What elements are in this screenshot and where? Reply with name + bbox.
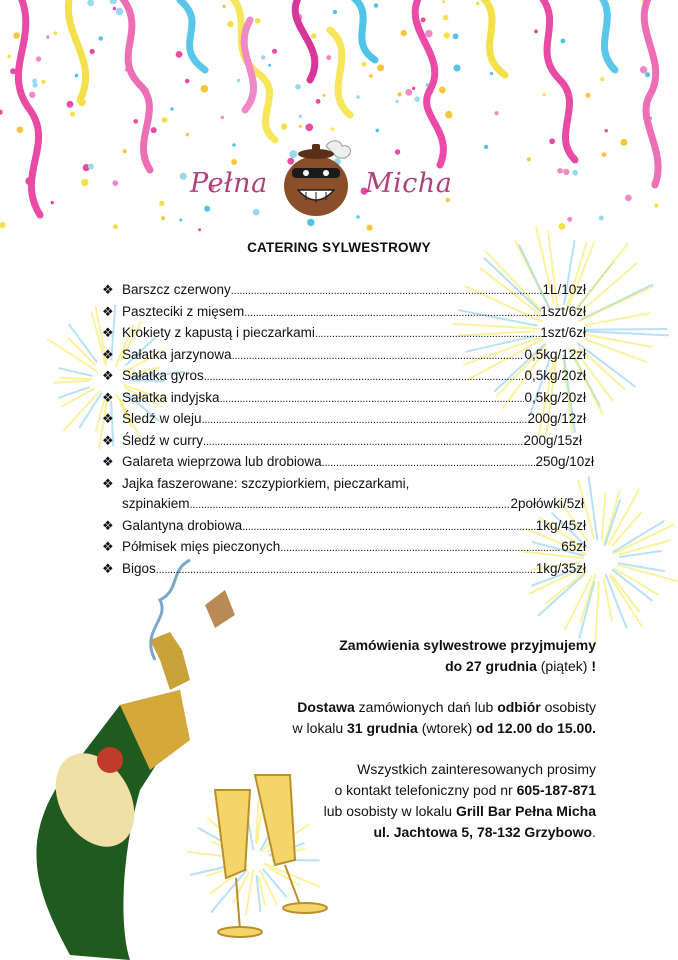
- confetti-dot: [272, 49, 277, 54]
- confetti-dot: [81, 179, 88, 186]
- menu-item-name: Półmisek mięs pieczonych: [122, 539, 281, 554]
- menu-item: [102, 409, 602, 431]
- firework-ray: [54, 381, 88, 383]
- confetti-dot: [0, 110, 3, 115]
- menu-item-name: Jajka faszerowane: szczypiorkiem, pieczarkami,: [122, 475, 410, 491]
- delivery-date: 31 grudnia: [347, 720, 418, 736]
- firework-ray: [59, 387, 89, 397]
- confetti-dot: [306, 124, 314, 132]
- menu-item-price: 65zł: [561, 539, 586, 554]
- menu-item-name: Sałatka indyjska: [122, 389, 220, 405]
- confetti-dot: [112, 180, 118, 186]
- confetti-dot: [70, 112, 75, 117]
- order-deadline: [196, 635, 596, 677]
- confetti-dot: [421, 17, 426, 22]
- confetti-dot: [41, 80, 45, 84]
- confetti-dot: [255, 18, 261, 24]
- address-period: .: [592, 824, 596, 840]
- menu-item-price: 0,5kg/12zł: [524, 346, 586, 362]
- confetti-dot: [323, 94, 326, 97]
- menu-item-name: Sałatka gyros: [122, 368, 204, 383]
- menu-item: [102, 345, 602, 367]
- firework-ray: [579, 582, 594, 638]
- leader-dots: [231, 281, 543, 302]
- menu-item: [102, 516, 602, 538]
- menu-item: [102, 452, 602, 474]
- confetti-dot: [299, 125, 302, 128]
- confetti-dot: [425, 30, 433, 38]
- leader-dots: [244, 303, 540, 324]
- confetti-dot: [281, 123, 287, 129]
- menu-item-name: Barszcz czerwony: [122, 282, 231, 297]
- confetti-dot: [36, 56, 41, 61]
- firework-ray: [581, 574, 596, 622]
- confetti-dot: [599, 216, 604, 221]
- confetti-dot: [495, 111, 499, 115]
- confetti-dot: [113, 224, 118, 229]
- contact-info: [196, 759, 596, 843]
- menu-item-name: Galantyna drobiowa: [122, 517, 243, 533]
- confetti-dot: [295, 84, 301, 90]
- confetti-dot: [625, 195, 632, 202]
- delivery-text-3: w lokalu: [292, 720, 348, 736]
- menu-item: [102, 366, 602, 388]
- menu-item-name: Bigos: [122, 560, 156, 576]
- menu-item-price: 200g/15zł: [523, 432, 582, 448]
- confetti-dot: [527, 157, 531, 161]
- leader-dots: [203, 432, 523, 453]
- confetti-dot: [439, 87, 446, 94]
- confetti-dot: [559, 223, 566, 230]
- confetti-dot: [170, 107, 173, 110]
- confetti-dot: [46, 35, 49, 38]
- confetti-dot: [557, 168, 563, 174]
- confetti-dot: [51, 201, 54, 204]
- leader-dots: [190, 495, 511, 516]
- leader-dots: [322, 453, 536, 474]
- streamer-pink: [244, 20, 253, 110]
- confetti-dot: [645, 72, 650, 77]
- firework-ray: [60, 368, 92, 376]
- contact-text-2: o kontakt telefoniczny pod nr: [334, 782, 517, 798]
- menu-item-price: 250g/10zł: [535, 454, 594, 469]
- menu-item-name: Śledź w oleju: [122, 411, 202, 426]
- confetti-dot: [453, 33, 459, 39]
- confetti-dot: [198, 228, 201, 231]
- firework-ray: [602, 493, 606, 539]
- menu-item: [102, 280, 602, 302]
- delivery-hours: od 12.00 do 15.00.: [476, 720, 596, 736]
- firework-ray: [605, 491, 620, 543]
- confetti-dot: [490, 72, 493, 75]
- diamond-bullet-icon: ❖: [102, 389, 114, 405]
- menu-list: [102, 280, 602, 580]
- confetti-dot: [87, 0, 94, 6]
- confetti-dot: [180, 173, 187, 180]
- contact-text: Wszystkich zainteresowanych prosimy: [357, 761, 596, 777]
- order-info: [196, 635, 596, 863]
- phone-number: 605-187-871: [516, 782, 596, 798]
- page-title: CATERING SYLWESTROWY: [247, 240, 431, 255]
- leader-dots: [315, 324, 540, 345]
- confetti-dot: [299, 115, 302, 118]
- firework-ray: [615, 569, 658, 595]
- confetti-dot: [356, 95, 360, 99]
- pickup-label: odbiór: [497, 699, 541, 715]
- diamond-bullet-icon: ❖: [102, 411, 114, 426]
- confetti-dot: [316, 99, 321, 104]
- menu-item-price: 0,5kg/20zł: [524, 389, 586, 405]
- menu-item-price: 1L/10zł: [542, 282, 586, 297]
- delivery-text: zamówionych dań lub: [354, 699, 498, 715]
- menu-item-price: 0,5kg/20zł: [524, 368, 586, 383]
- confetti-dot: [151, 127, 157, 133]
- diamond-bullet-icon: ❖: [102, 517, 114, 533]
- diamond-bullet-icon: ❖: [102, 325, 114, 340]
- confetti-dot: [444, 32, 450, 38]
- confetti-dot: [374, 3, 379, 8]
- confetti-dot: [586, 93, 591, 98]
- confetti-dot: [67, 101, 74, 108]
- confetti-dot: [7, 55, 11, 59]
- confetti-dot: [110, 0, 117, 4]
- streamer-yellow: [480, 0, 505, 75]
- confetti-dot: [90, 49, 95, 54]
- leader-dots: [232, 346, 525, 367]
- order-deadline-exclamation: !: [591, 658, 596, 674]
- venue-name: Grill Bar Pełna Micha: [455, 803, 596, 819]
- venue-address: ul. Jachtowa 5, 78-132 Grzybowo: [373, 824, 593, 840]
- menu-item-price: 1szt/6zł: [540, 303, 586, 319]
- menu-item: [102, 559, 602, 581]
- confetti-dot: [563, 169, 569, 175]
- confetti-dot: [476, 2, 480, 6]
- leader-dots: [204, 367, 525, 388]
- firework-ray: [609, 490, 639, 544]
- confetti-dot: [572, 170, 578, 176]
- menu-item-name: Śledź w curry: [122, 432, 204, 448]
- confetti-dot: [227, 21, 233, 27]
- logo: [190, 138, 460, 228]
- confetti-dot: [0, 222, 6, 228]
- confetti-dot: [326, 55, 331, 60]
- confetti-dot: [201, 85, 209, 93]
- leader-dots: [242, 517, 536, 538]
- confetti-dot: [179, 219, 182, 222]
- streamer-yellow: [330, 30, 350, 115]
- streamer-pink: [295, 0, 315, 80]
- confetti-dot: [162, 117, 168, 123]
- confetti-dot: [17, 126, 24, 133]
- streamer-yellow: [68, 0, 85, 100]
- confetti-dot: [176, 51, 183, 58]
- firework-ray: [47, 339, 97, 372]
- confetti-dot: [376, 129, 380, 133]
- confetti-dot: [331, 127, 335, 131]
- confetti-dot: [261, 55, 266, 60]
- confetti-dot: [311, 33, 316, 38]
- firework-ray: [60, 378, 91, 379]
- delivery-day: (wtorek): [417, 720, 477, 736]
- leader-dots: [202, 410, 528, 431]
- menu-item-name: Krokiety z kapustą i pieczarkami: [122, 325, 315, 340]
- confetti-dot: [401, 30, 407, 36]
- order-deadline-heading: Zamówienia sylwestrowe przyjmujemy: [339, 637, 596, 653]
- confetti-dot: [362, 62, 367, 67]
- confetti-dot: [116, 8, 124, 16]
- menu-item-price: 2połówki/5zł: [510, 496, 584, 511]
- menu-item: [102, 537, 602, 559]
- confetti-dot: [484, 145, 488, 149]
- confetti-dot: [54, 31, 58, 35]
- confetti-dot: [161, 216, 165, 220]
- confetti-dot: [442, 0, 445, 3]
- confetti-dot: [534, 30, 538, 34]
- diamond-bullet-icon: ❖: [102, 560, 114, 576]
- bottle-seal: [97, 747, 123, 773]
- confetti-dot: [237, 79, 240, 82]
- confetti-dot: [412, 87, 415, 90]
- confetti-dot: [222, 5, 225, 8]
- confetti-dot: [397, 92, 401, 96]
- menu-item-price: 1szt/6zł: [540, 325, 586, 340]
- confetti-dot: [396, 100, 399, 103]
- confetti-dot: [405, 89, 412, 96]
- streamer-pink: [644, 0, 658, 185]
- streamer-pink: [18, 0, 40, 215]
- confetti-dot: [333, 10, 337, 14]
- delivery-text-2: osobisty: [540, 699, 596, 715]
- order-deadline-day: (piątek): [536, 658, 592, 674]
- diamond-bullet-icon: ❖: [102, 368, 114, 383]
- diamond-bullet-icon: ❖: [102, 303, 114, 319]
- confetti-dot: [369, 74, 373, 78]
- order-deadline-date: do 27 grudnia: [445, 658, 537, 674]
- diamond-bullet-icon: ❖: [102, 539, 114, 554]
- confetti-dot: [13, 32, 20, 39]
- menu-item: [102, 323, 602, 345]
- contact-text-3: lub osobisty w lokalu: [323, 803, 456, 819]
- menu-item: [102, 302, 602, 324]
- menu-item-price: 200g/12zł: [527, 411, 586, 426]
- confetti-dot: [561, 39, 566, 44]
- confetti-dot: [620, 139, 627, 146]
- confetti-dot: [443, 15, 448, 20]
- diamond-bullet-icon: ❖: [102, 282, 114, 297]
- confetti-dot: [186, 133, 190, 137]
- confetti-dot: [221, 116, 224, 119]
- confetti-dot: [133, 119, 138, 124]
- confetti-dot: [159, 201, 164, 206]
- menu-item-name: Sałatka jarzynowa: [122, 346, 232, 362]
- diamond-bullet-icon: ❖: [102, 346, 114, 362]
- confetti-dot: [88, 164, 94, 170]
- confetti-dot: [123, 149, 127, 153]
- delivery-label: Dostawa: [297, 699, 355, 715]
- leader-dots: [156, 560, 536, 581]
- confetti-dot: [549, 138, 555, 144]
- confetti-dot: [600, 77, 604, 81]
- confetti-dot: [113, 7, 116, 10]
- menu-item: [102, 388, 602, 410]
- menu-item-name: Paszteciki z mięsem: [122, 303, 245, 319]
- diamond-bullet-icon: ❖: [102, 432, 114, 448]
- menu-item-name: Galareta wieprzowa lub drobiowa: [122, 454, 322, 469]
- confetti-dot: [99, 36, 103, 40]
- logo-text-left: Pełna: [190, 168, 268, 199]
- leader-dots: [220, 389, 525, 410]
- confetti-dot: [454, 65, 461, 72]
- menu-item-price: 1kg/45zł: [535, 517, 586, 533]
- confetti-dot: [605, 129, 608, 132]
- pot-mascot-icon: [276, 138, 362, 220]
- confetti-dot: [414, 97, 419, 102]
- confetti-dot: [75, 74, 79, 78]
- delivery-info: [196, 697, 596, 739]
- confetti-dot: [445, 111, 453, 119]
- confetti-dot: [29, 92, 35, 98]
- menu-item-name-continued: szpinakiem: [122, 496, 190, 511]
- streamer-pink: [120, 0, 150, 170]
- menu-item: [102, 474, 602, 516]
- streamer-cyan: [350, 0, 375, 60]
- confetti-dot: [32, 79, 37, 84]
- confetti-dot: [543, 93, 546, 96]
- confetti-dot: [654, 203, 658, 207]
- menu-item-price: 1kg/35zł: [535, 560, 586, 576]
- diamond-bullet-icon: ❖: [102, 475, 114, 491]
- streamer-cyan: [600, 0, 615, 70]
- confetti-dot: [185, 79, 190, 84]
- streamer-pink: [540, 0, 575, 160]
- confetti-dot: [268, 64, 271, 67]
- confetti-dot: [567, 217, 572, 222]
- logo-text-right: Micha: [365, 168, 453, 199]
- confetti-dot: [602, 152, 607, 157]
- leader-dots: [280, 538, 561, 559]
- diamond-bullet-icon: ❖: [102, 454, 114, 469]
- menu-item: [102, 431, 602, 453]
- streamer-cyan: [180, 0, 205, 70]
- confetti-dot: [377, 64, 384, 71]
- confetti-dot: [640, 66, 647, 73]
